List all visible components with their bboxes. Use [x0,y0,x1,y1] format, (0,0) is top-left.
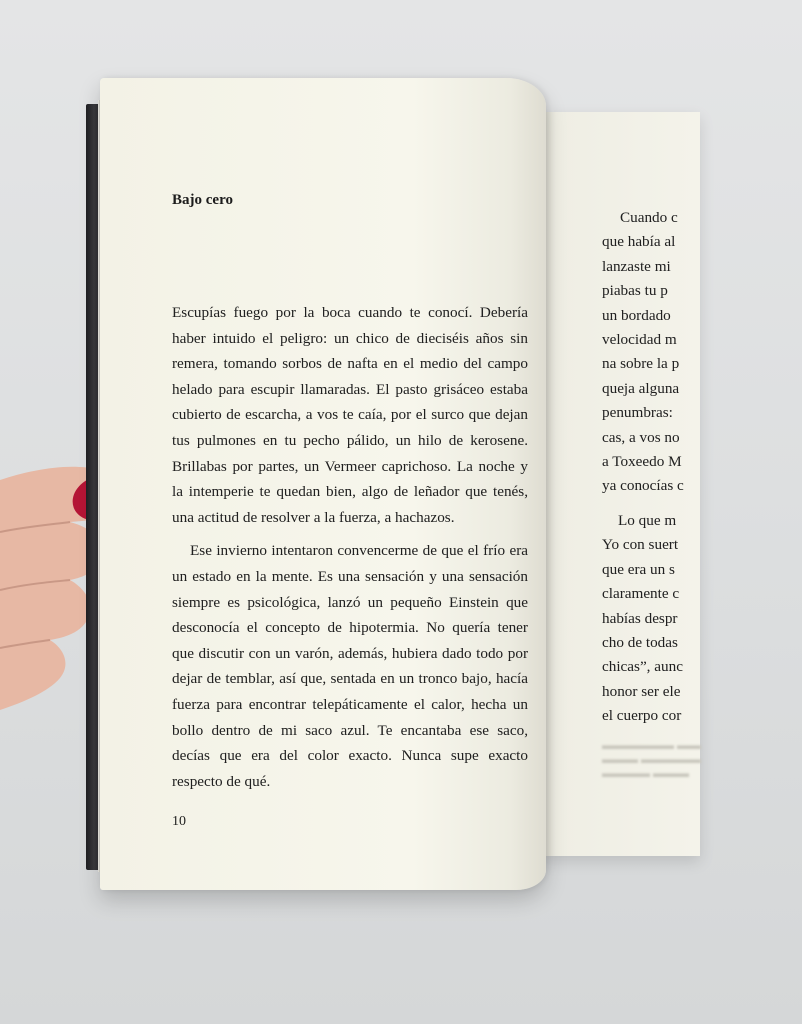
right-line: que era un s [602,560,675,578]
right-page [540,112,700,856]
page-body [172,300,528,794]
right-page-text [602,206,802,729]
right-line: cho de todas [602,633,678,651]
right-line: lanzaste mi [602,257,671,275]
show-through-text: ▬▬▬▬▬▬ ▬▬ ▬▬▬ ▬▬▬▬▬ ▬▬▬▬ ▬▬▬ [602,738,701,780]
right-line: un bordado [602,306,671,324]
right-line: Cuando c [620,209,678,226]
right-line: penumbras: [602,404,673,422]
right-line: que había al [602,233,676,251]
chapter-title: Bajo cero [172,192,233,208]
right-line: chicas”, aunc [602,658,683,676]
paragraph: Ese invierno intentaron convencerme de que el frío era un estado en la mente. Es una sensación y una sensación siempre es psicológica, lanzó un pequeño Einstein que desconocía el concepto de hipotermia. No quería tener que discutir con un varón, además, hubiera dado todo por dejar de temblar, así que, sentada en un tronco bajo, hacía fuerza para encontrar telepáticamente el calor, hecha un bollo dentro de mi saco azul. Te encantaba ese saco, decías que era del color exacto. Nunca supe exacto respecto de qué. [172,542,528,790]
right-line: claramente c [602,585,680,603]
right-line: habías despr [602,609,678,627]
right-line: velocidad m [602,331,677,349]
paragraph: Escupías fuego por la boca cuando te conocí. Debería haber intuido el peligro: un chico de dieciséis años sin remera, tomando sorbos de nafta en el medio del campo helado para escupir llamaradas. El pasto grisáceo estaba cubierto de escarcha, a vos te caía, por el surco que dejan tus pulmones en tu pecho pálido, un hilo de kerosene. Brillabas por partes, un Vermeer caprichoso. La noche y la intemperie te quedan bien, algo de leñador que tenés, una actitud de resolver a la fuerza, a hachazos. [172,304,528,526]
right-line: Lo que m [618,511,677,529]
right-line: piabas tu p [602,282,668,300]
right-line: Yo con suert [602,536,679,554]
right-line: el cuerpo cor [602,707,682,725]
right-line: honor ser ele [602,682,681,700]
right-line: na sobre la p [602,355,680,373]
right-line: cas, a vos no [602,428,680,446]
right-line: ya conocías c [602,477,684,495]
right-line: queja alguna [602,379,680,397]
right-line: a Toxeedo M [602,453,682,471]
page-number: 10 [172,814,186,829]
left-page [100,78,546,890]
